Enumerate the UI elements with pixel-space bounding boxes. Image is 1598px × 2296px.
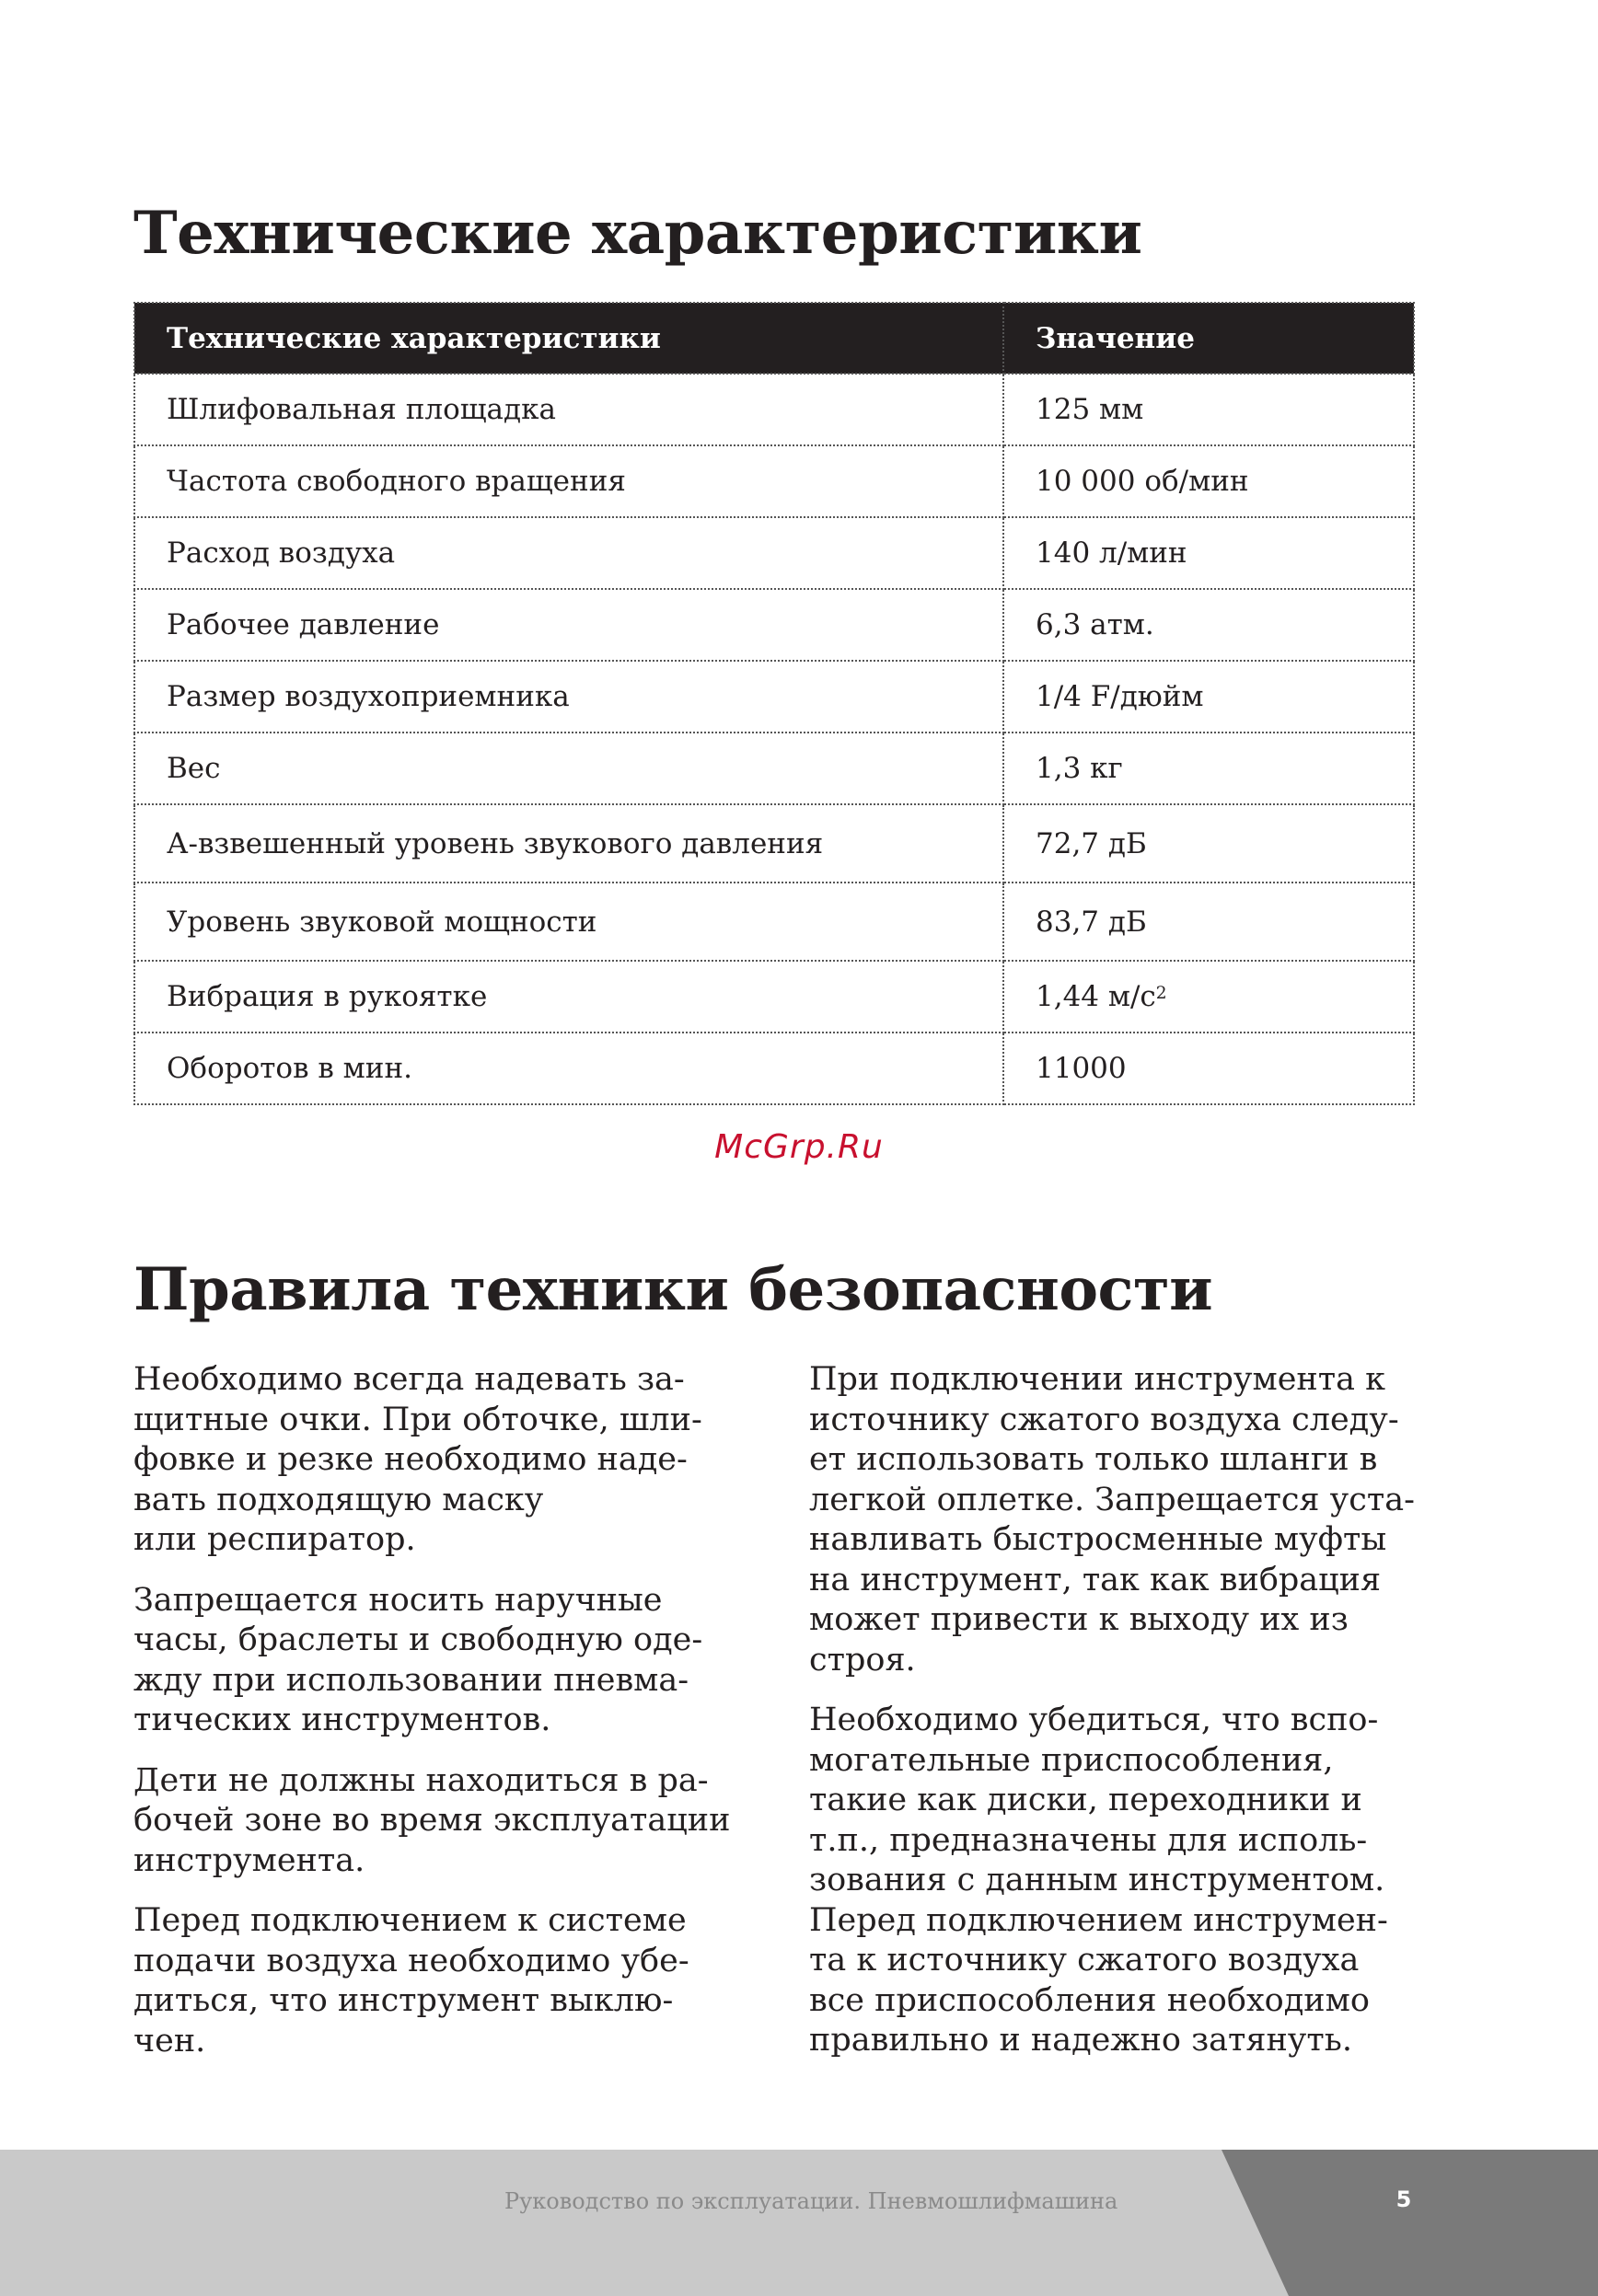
table-row [134,961,1414,1033]
safety-paragraph: Перед подключением к системе подачи воздуха необходимо убе- диться, что инструмент выклю- чен. [133,1902,689,2059]
spec-name: Вибрация в рукоятке [134,961,1003,1033]
table-row [134,517,1414,589]
safety-title: Правила техники безопасности [133,1255,1213,1324]
spec-value: 72,7 дБ [1003,804,1414,883]
column-header-value: Значение [1003,303,1414,374]
spec-value [1003,961,1414,1033]
footer-accent-shape [0,2150,1598,2296]
specs-title: Технические характеристики [133,199,1142,268]
table-row [134,804,1414,883]
table-row [134,589,1414,661]
safety-paragraph: Необходимо всегда надевать за- щитные очки. При обточке, шли- фовке и резке необходимо наде- вать подходящую маску или респиратор. [133,1361,702,1558]
spec-name: Размер воздухоприемника [134,661,1003,733]
safety-paragraph: Запрещается носить наручные часы, браслеты и свободную оде- жду при использовании пневма- тических инструментов. [133,1581,703,1738]
table-header-row [134,303,1414,374]
table-row [134,883,1414,961]
spec-value: 140 л/мин [1003,517,1414,589]
spec-name: Шлифовальная площадка [134,374,1003,445]
column-header-characteristic: Технические характеристики [134,303,1003,374]
spec-value: 1,3 кг [1003,733,1414,804]
spec-name: Рабочее давление [134,589,1003,661]
footer-text: Руководство по эксплуатации. Пневмошлифмашина [504,2188,1118,2214]
safety-column-right [809,1360,1435,2082]
spec-value: 11000 [1003,1033,1414,1104]
table-row [134,1033,1414,1104]
table-row [134,374,1414,445]
page-footer [0,2150,1598,2296]
page-number: 5 [1395,2186,1412,2212]
spec-value: 10 000 об/мин [1003,445,1414,517]
spec-value: 83,7 дБ [1003,883,1414,961]
spec-name: А-взвешенный уровень звукового давления [134,804,1003,883]
table-row [134,661,1414,733]
safety-column-left [133,1360,759,2082]
spec-name: Оборотов в мин. [134,1033,1003,1104]
vibration-value: 1,44 м/с [1036,980,1156,1013]
spec-value: 6,3 атм. [1003,589,1414,661]
specs-table [133,302,1415,1105]
spec-name: Частота свободного вращения [134,445,1003,517]
spec-name: Вес [134,733,1003,804]
safety-paragraph: Необходимо убедиться, что вспо- могательные приспособления, такие как диски, переходники и т.п., предназначены для исполь- зования с данным инструментом. Перед подключением инструмен- та к источнику сжатого воздуха все приспособления необходимо правильно и надежно затянуть. [809,1702,1388,2059]
safety-paragraph: Дети не должны находиться в ра- бочей зоне во время эксплуатации инструмента. [133,1761,731,1879]
spec-value: 125 мм [1003,374,1414,445]
spec-value: 1/4 F/дюйм [1003,661,1414,733]
table-row [134,733,1414,804]
table-row [134,445,1414,517]
vibration-unit-superscript: 2 [1155,984,1167,1003]
spec-name: Расход воздуха [134,517,1003,589]
safety-paragraph: При подключении инструмента к источнику сжатого воздуха следу- ет использовать только шланги в легкой оплетке. Запрещается уста- навливать быстросменные муфты на инструмент, так как вибрация может привести к выходу их из строя. [809,1361,1415,1679]
watermark: McGrp.Ru [714,1128,884,1166]
spec-name: Уровень звуковой мощности [134,883,1003,961]
